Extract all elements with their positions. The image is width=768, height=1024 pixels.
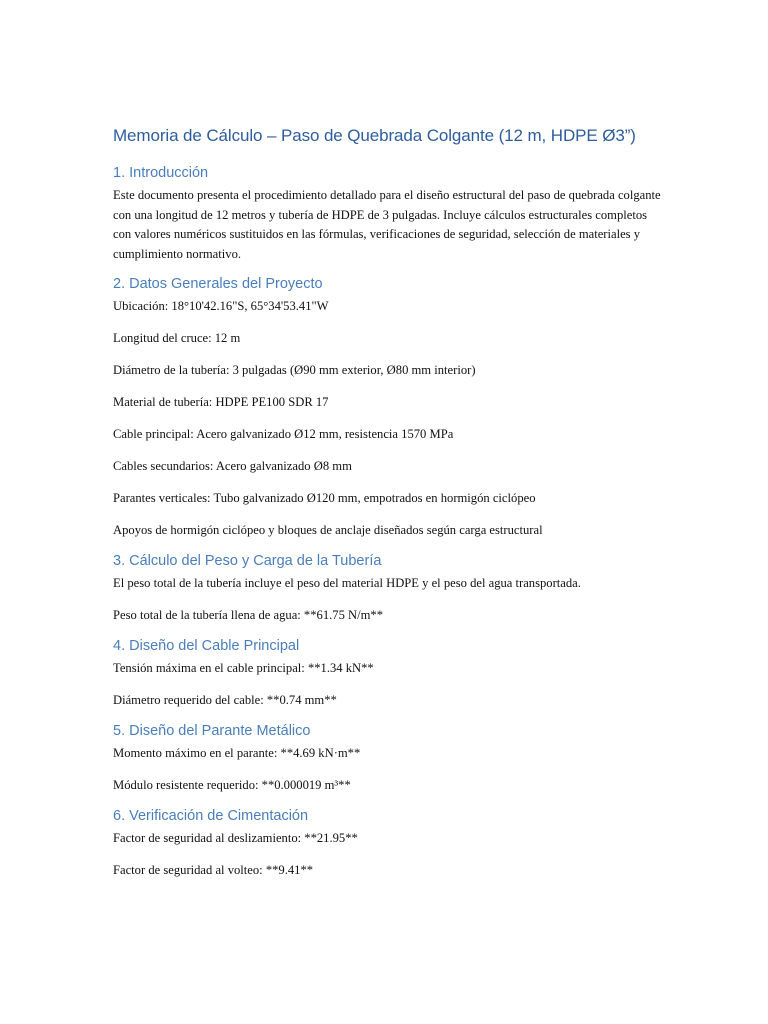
paragraph: Apoyos de hormigón ciclópeo y bloques de anclaje diseñados según carga estructural xyxy=(113,523,543,537)
paragraph: Material de tubería: HDPE PE100 SDR 17 xyxy=(113,395,329,409)
section-cimentacion xyxy=(113,808,668,881)
paragraph: Tensión máxima en el cable principal: **1.34 kN** xyxy=(113,661,374,675)
section-datos-generales xyxy=(113,276,668,541)
section-parante-metalico xyxy=(113,723,668,796)
paragraph: El peso total de la tubería incluye el peso del material HDPE y el peso del agua transportada. xyxy=(113,576,581,590)
section-heading: 2. Datos Generales del Proyecto xyxy=(113,276,323,292)
paragraph: Factor de seguridad al deslizamiento: **21.95** xyxy=(113,831,358,845)
section-heading: 5. Diseño del Parante Metálico xyxy=(113,723,311,739)
section-peso-carga xyxy=(113,553,668,626)
paragraph: Cables secundarios: Acero galvanizado Ø8 mm xyxy=(113,459,352,473)
document-title: Memoria de Cálculo – Paso de Quebrada Colgante (12 m, HDPE Ø3”) xyxy=(113,126,636,145)
section-heading: 3. Cálculo del Peso y Carga de la Tubería xyxy=(113,553,382,569)
section-cable-principal xyxy=(113,638,668,711)
paragraph: Cable principal: Acero galvanizado Ø12 mm, resistencia 1570 MPa xyxy=(113,427,454,441)
paragraph: Diámetro de la tubería: 3 pulgadas (Ø90 mm exterior, Ø80 mm interior) xyxy=(113,363,476,377)
paragraph: Momento máximo en el parante: **4.69 kN·m** xyxy=(113,746,361,760)
section-heading: 1. Introducción xyxy=(113,165,209,181)
paragraph: Parantes verticales: Tubo galvanizado Ø120 mm, empotrados en hormigón ciclópeo xyxy=(113,491,536,505)
section-introduccion xyxy=(113,165,668,264)
paragraph: Factor de seguridad al volteo: **9.41** xyxy=(113,863,314,877)
paragraph: Peso total de la tubería llena de agua: **61.75 N/m** xyxy=(113,608,383,622)
paragraph: Longitud del cruce: 12 m xyxy=(113,331,241,345)
section-heading: 6. Verificación de Cimentación xyxy=(113,808,309,824)
paragraph: Este documento presenta el procedimiento detallado para el diseño estructural del paso de quebrada colgante con una longitud de 12 metros y tubería de HDPE de 3 pulgadas. Incluye cálculos estructurales completos con valores numéricos sustituidos en las fórmulas, verificaciones de seguridad, selección de materiales y cumplimiento normativo. xyxy=(113,188,661,261)
paragraph: Ubicación: 18°10'42.16"S, 65°34'53.41"W xyxy=(113,299,329,313)
section-heading: 4. Diseño del Cable Principal xyxy=(113,638,300,654)
paragraph: Diámetro requerido del cable: **0.74 mm** xyxy=(113,693,337,707)
paragraph: Módulo resistente requerido: **0.000019 m³** xyxy=(113,778,351,792)
